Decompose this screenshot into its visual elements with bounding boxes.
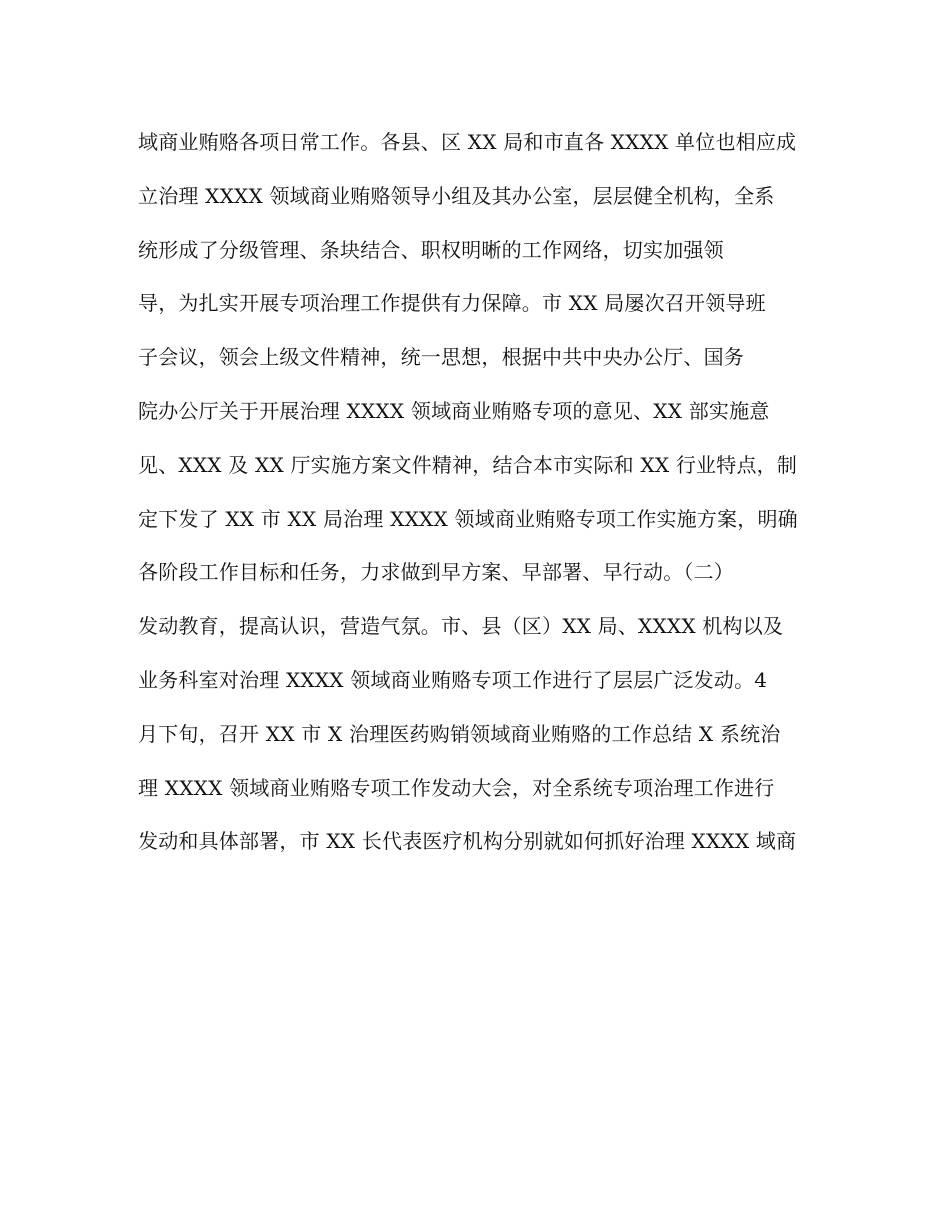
text-line: 域商业贿赂各项日常工作。各县、区 XX 局和市直各 XXXX 单位也相应成	[138, 130, 797, 154]
text-line: 发动和具体部署，市 XX 长代表医疗机构分别就如何抓好治理 XXXX 域商	[138, 829, 797, 854]
text-line: 院办公厅关于开展治理 XXXX 领域商业贿赂专项的意见、XX 部实施意	[138, 398, 770, 423]
text-line: 理 XXXX 领域商业贿赂专项工作发动大会，对全系统专项治理工作进行	[138, 775, 775, 800]
text-line: 发动教育，提高认识，营造气氛。市、县（区）XX 局、XXXX 机构以及	[138, 614, 784, 639]
text-line: 子会议，领会上级文件精神，统一思想，根据中共中央办公厅、国务	[138, 345, 744, 370]
text-line: 见、XXX 及 XX 厅实施方案文件精神，结合本市实际和 XX 行业特点，制	[138, 452, 798, 477]
text-line: 统形成了分级管理、条块结合、职权明晰的工作网络，切实加强领	[138, 237, 724, 262]
text-line: 导，为扎实开展专项治理工作提供有力保障。市 XX 局屡次召开领导班	[138, 291, 766, 316]
text-line: 业务科室对治理 XXXX 领域商业贿赂专项工作进行了层层广泛发动。4	[138, 667, 768, 692]
body-text	[138, 120, 838, 873]
text-line: 各阶段工作目标和任务，力求做到早方案、早部署、早行动。（二）	[138, 560, 734, 585]
text-line: 立治理 XXXX 领域商业贿赂领导小组及其办公室，层层健全机构，全系	[138, 183, 775, 208]
text-line: 定下发了 XX 市 XX 局治理 XXXX 领域商业贿赂专项工作实施方案，明确	[138, 506, 798, 531]
text-line: 月下旬，召开 XX 市 X 治理医药购销领域商业贿赂的工作总结 X 系统治	[138, 721, 781, 746]
